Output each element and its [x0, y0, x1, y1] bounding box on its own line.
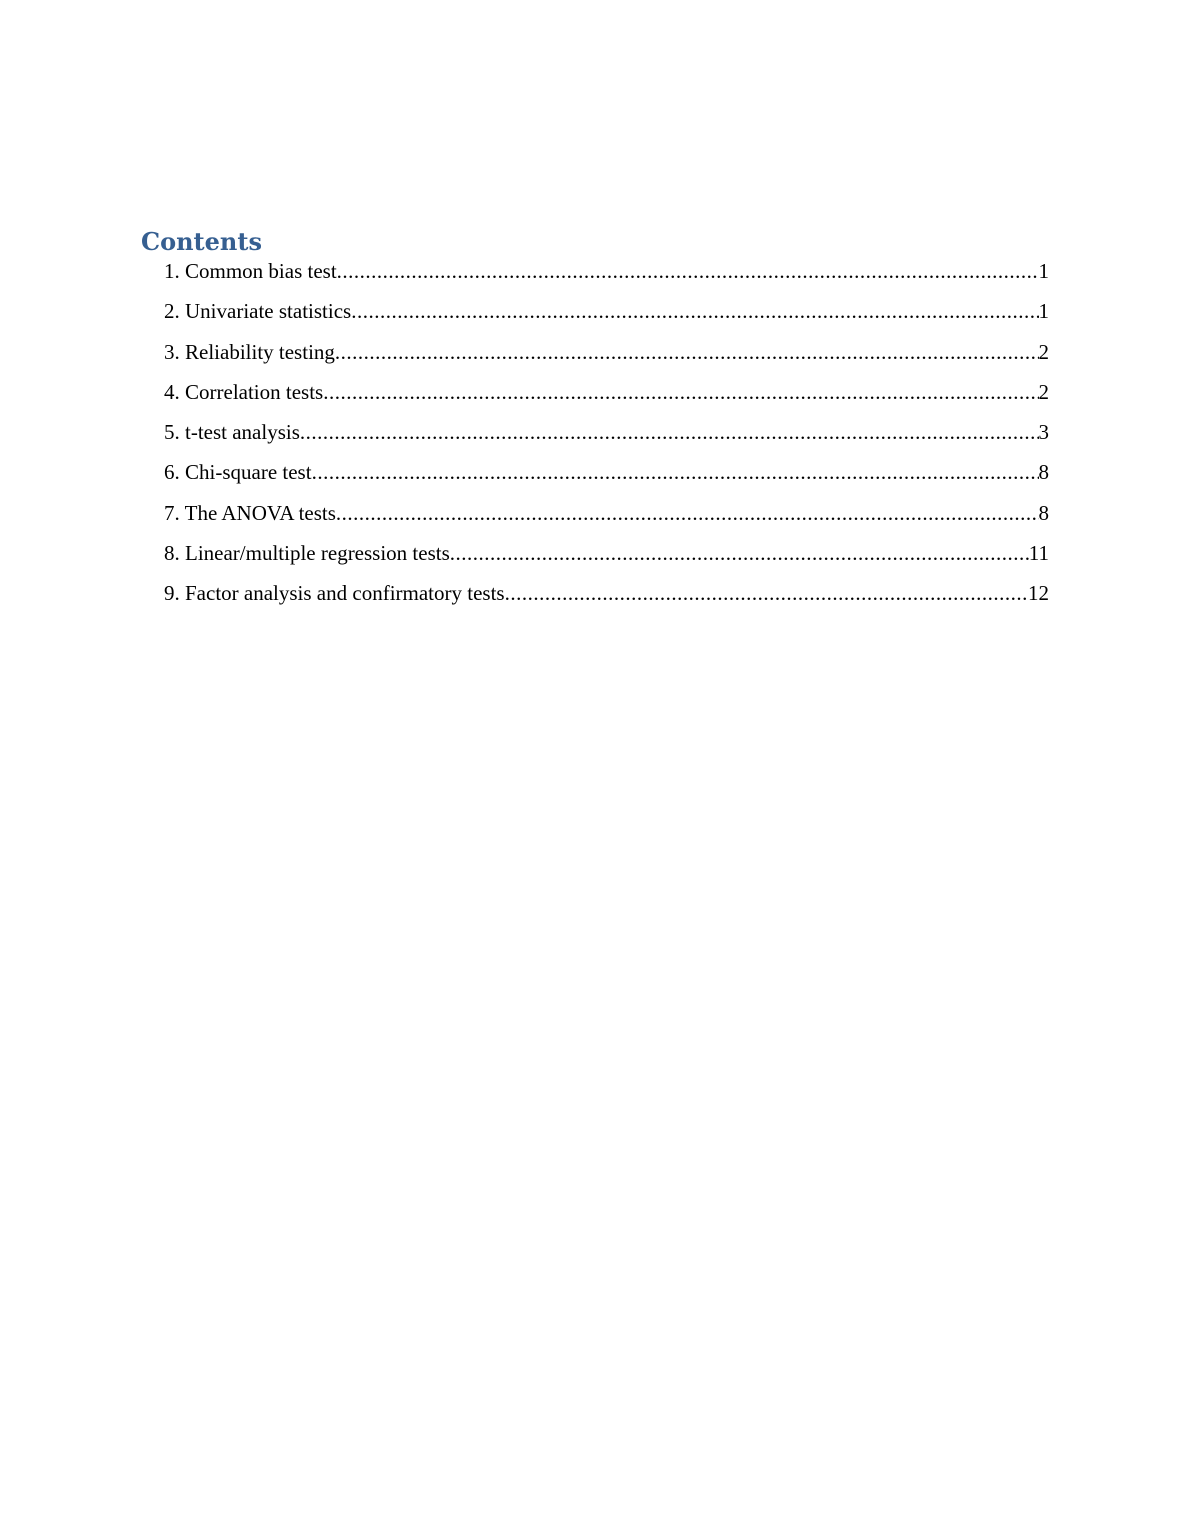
toc-dot-leader [312, 460, 1039, 484]
toc-page-number: 1 [1038, 259, 1049, 283]
toc-entry-text: 5. t-test analysis [164, 420, 300, 445]
toc-entry[interactable] [164, 420, 1049, 460]
toc-entry-text: 3. Reliability testing [164, 339, 335, 364]
toc-entry[interactable] [164, 299, 1049, 339]
toc-page-number: 11 [1028, 541, 1049, 566]
toc-page-number: 3 [1038, 420, 1049, 445]
toc-dot-leader [505, 581, 1028, 605]
toc-dot-leader [335, 340, 1039, 364]
toc-page-number: 2 [1038, 339, 1049, 364]
toc-dot-leader [450, 541, 1029, 565]
toc-entry[interactable] [164, 501, 1049, 541]
toc-dot-leader [351, 299, 1038, 323]
toc-entry-text: 7. The ANOVA tests [164, 500, 336, 525]
toc-entry[interactable] [164, 380, 1049, 420]
toc-title: Contents [141, 227, 262, 256]
toc-entry[interactable] [164, 259, 1049, 299]
toc-dot-leader [300, 420, 1039, 444]
toc-page-number: 2 [1038, 379, 1049, 404]
toc-entry-text: 6. Chi-square test [164, 460, 312, 485]
toc-entry[interactable] [164, 340, 1049, 380]
toc-entry[interactable] [164, 541, 1049, 581]
toc-dot-leader [336, 501, 1039, 525]
toc-page-number: 1 [1038, 299, 1049, 324]
toc-entry[interactable] [164, 581, 1049, 621]
toc-entry-text: 9. Factor analysis and confirmatory tests [164, 581, 505, 606]
toc-page-number: 8 [1038, 500, 1049, 525]
toc-entry-text: 1. Common bias test [164, 259, 337, 283]
table-of-contents [141, 225, 1049, 622]
toc-entry[interactable] [164, 460, 1049, 500]
toc-entry-text: 8. Linear/multiple regression tests [164, 541, 450, 566]
toc-list [141, 259, 1049, 622]
toc-page-number: 8 [1038, 460, 1049, 485]
toc-entry-text: 4. Correlation tests [164, 379, 324, 404]
toc-entry-text: 2. Univariate statistics [164, 299, 352, 324]
toc-dot-leader [323, 380, 1038, 404]
toc-page-number: 12 [1028, 581, 1049, 606]
toc-dot-leader [337, 259, 1039, 283]
